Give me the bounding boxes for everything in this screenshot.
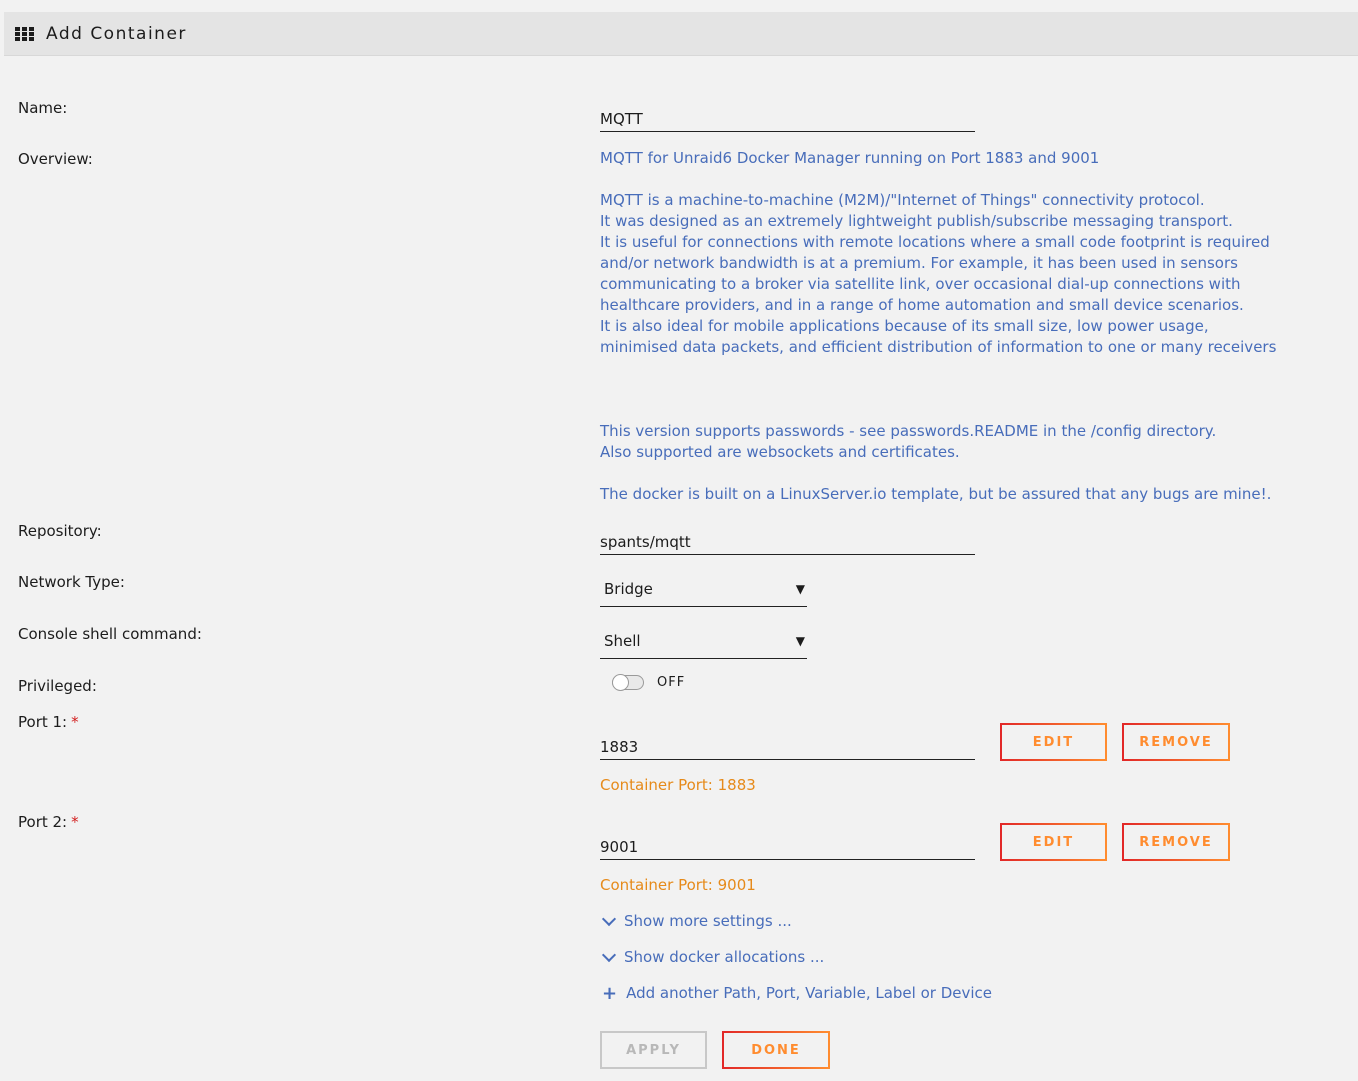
repository-input[interactable] bbox=[600, 529, 975, 555]
overview-line: and/or network bandwidth is at a premium. For example, it has been used in sensors bbox=[600, 254, 1238, 272]
apps-grid-icon bbox=[15, 27, 34, 41]
show-more-settings-link[interactable] bbox=[602, 912, 792, 930]
name-input[interactable] bbox=[600, 106, 975, 132]
privileged-toggle-wrap bbox=[612, 675, 685, 690]
dropdown-caret-icon: ▼ bbox=[795, 582, 805, 596]
show-docker-allocations-link[interactable] bbox=[602, 948, 824, 966]
console-shell-select[interactable] bbox=[600, 629, 807, 659]
overview-line: Also supported are websockets and certificates. bbox=[600, 443, 960, 461]
port2-container-port: Container Port: 9001 bbox=[600, 876, 756, 894]
port2-input[interactable] bbox=[600, 834, 975, 860]
overview-line: MQTT for Unraid6 Docker Manager running on Port 1883 and 9001 bbox=[600, 149, 1100, 167]
done-button[interactable]: DONE bbox=[722, 1031, 830, 1069]
required-marker: * bbox=[71, 813, 79, 831]
overview-line: The docker is built on a LinuxServer.io template, but be assured that any bugs are mine!. bbox=[600, 485, 1272, 503]
repository-label: Repository: bbox=[18, 522, 102, 540]
toggle-knob bbox=[612, 674, 629, 691]
overview-label: Overview: bbox=[18, 150, 93, 168]
show-docker-allocations-text: Show docker allocations ... bbox=[624, 948, 825, 966]
plus-icon: + bbox=[602, 982, 618, 1004]
required-marker: * bbox=[71, 713, 79, 731]
port1-remove-button[interactable]: REMOVE bbox=[1122, 723, 1230, 761]
privileged-toggle[interactable] bbox=[612, 675, 644, 690]
apply-button[interactable]: APPLY bbox=[600, 1031, 707, 1069]
chevron-down-icon bbox=[602, 912, 616, 926]
page-header bbox=[4, 12, 1358, 56]
console-shell-value: Shell bbox=[604, 632, 641, 650]
port2-label-text: Port 2: bbox=[18, 813, 68, 831]
privileged-state: OFF bbox=[657, 675, 686, 690]
overview-line: This version supports passwords - see passwords.README in the /config directory. bbox=[600, 422, 1217, 440]
overview-line: It was designed as an extremely lightweight publish/subscribe messaging transport. bbox=[600, 212, 1233, 230]
page-title: Add Container bbox=[46, 23, 187, 44]
show-more-settings-text: Show more settings ... bbox=[624, 912, 792, 930]
console-shell-label: Console shell command: bbox=[18, 625, 202, 643]
overview-text bbox=[600, 148, 1300, 505]
network-type-label: Network Type: bbox=[18, 573, 125, 591]
port2-edit-button[interactable]: EDIT bbox=[1000, 823, 1107, 861]
add-another-text: Add another Path, Port, Variable, Label or Device bbox=[626, 984, 993, 1002]
dropdown-caret-icon: ▼ bbox=[795, 634, 805, 648]
overview-line: healthcare providers, and in a range of home automation and small device scenarios. bbox=[600, 296, 1244, 314]
port1-label-text: Port 1: bbox=[18, 713, 68, 731]
overview-line: communicating to a broker via satellite link, over occasional dial-up connections with bbox=[600, 275, 1241, 293]
chevron-down-icon bbox=[602, 948, 616, 962]
overview-line: It is useful for connections with remote locations where a small code footprint is required bbox=[600, 233, 1270, 251]
network-type-select[interactable] bbox=[600, 577, 807, 607]
port1-edit-button[interactable]: EDIT bbox=[1000, 723, 1107, 761]
port1-label bbox=[18, 713, 79, 731]
port1-container-port: Container Port: 1883 bbox=[600, 776, 756, 794]
port1-input[interactable] bbox=[600, 734, 975, 760]
overview-line: MQTT is a machine-to-machine (M2M)/"Internet of Things" connectivity protocol. bbox=[600, 191, 1205, 209]
privileged-label: Privileged: bbox=[18, 677, 97, 695]
add-another-link[interactable] bbox=[602, 984, 992, 1002]
overview-line: minimised data packets, and efficient distribution of information to one or many receivers bbox=[600, 338, 1277, 356]
port2-remove-button[interactable]: REMOVE bbox=[1122, 823, 1230, 861]
network-type-value: Bridge bbox=[604, 580, 653, 598]
port2-label bbox=[18, 813, 79, 831]
name-label: Name: bbox=[18, 99, 68, 117]
overview-line: It is also ideal for mobile applications because of its small size, low power usage, bbox=[600, 317, 1209, 335]
